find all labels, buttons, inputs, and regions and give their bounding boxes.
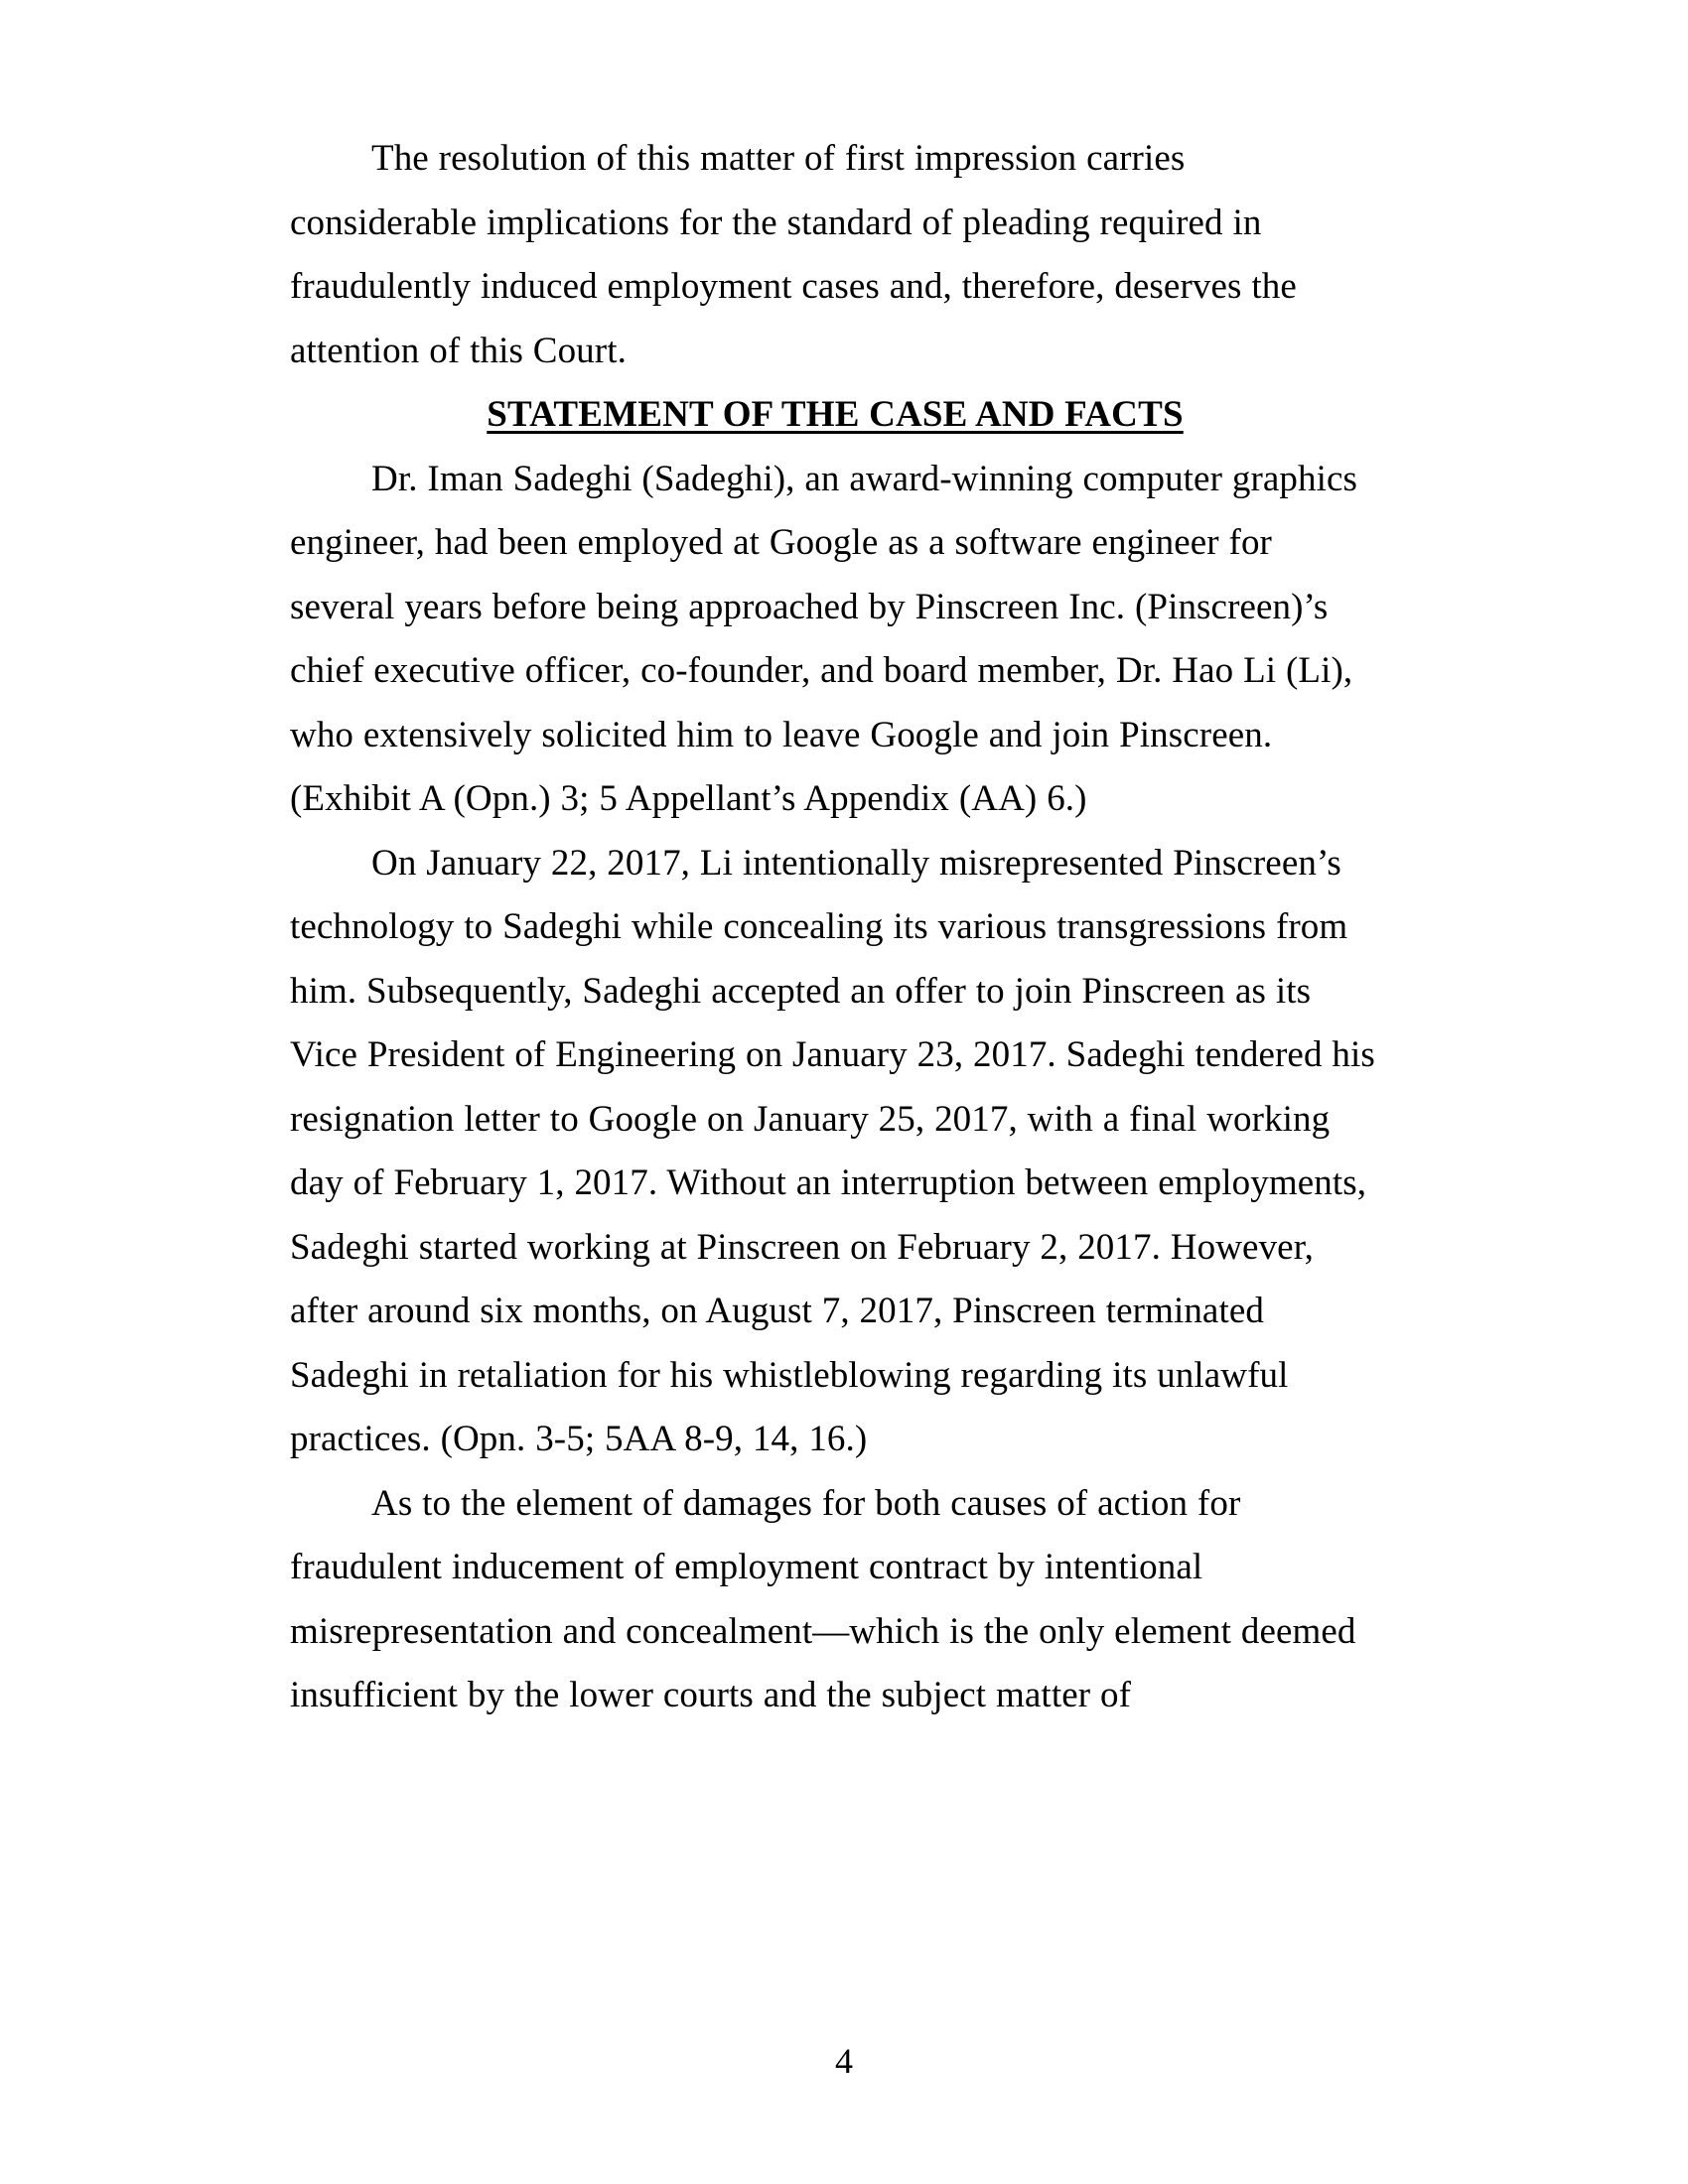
section-heading-statement-of-the-case-and-facts: STATEMENT OF THE CASE AND FACTS	[487, 394, 1184, 435]
paragraph-background-sadeghi: Dr. Iman Sadeghi (Sadeghi), an award-winning computer graphics engineer, had been employed at Google as a software engineer for several years before being approached by Pinscreen Inc. (Pinscreen)’s chief executive officer, co-founder, and board member, Dr. Hao Li (Li), who extensively solicited him to leave Google and join Pinscreen. (Exhibit A (Opn.) 3; 5 Appellant’s Appendix (AA) 6.)	[290, 458, 1357, 819]
paragraph-intro: The resolution of this matter of first impression carries considerable implications for the standard of pleading required in fraudulently induced employment cases and, therefore, deserves the attention of this Court.	[290, 138, 1297, 371]
paragraph-damages-element: As to the element of damages for both causes of action for fraudulent inducement of employment contract by intentional misrepresentation and concealment—which is the only element deemed insufficient by the lower courts and the subject matter of	[290, 1482, 1356, 1715]
page-number: 4	[835, 2041, 853, 2081]
paragraph-misrepresentation-timeline: On January 22, 2017, Li intentionally misrepresented Pinscreen’s technology to Sadeghi while concealing its various transgressions from him. Subsequently, Sadeghi accepted an offer to join Pinscreen as its Vice President of Engineering on January 23, 2017. Sadeghi tendered his resignation letter to Google on January 25, 2017, with a final working day of February 1, 2017. Without an interruption between employments, Sadeghi started working at Pinscreen on February 2, 2017. However, after around six months, on August 7, 2017, Pinscreen terminated Sadeghi in retaliation for his whistleblowing regarding its unlawful practices. (Opn. 3-5; 5AA 8-9, 14, 16.)	[290, 842, 1375, 1459]
document-body	[290, 127, 1380, 1728]
